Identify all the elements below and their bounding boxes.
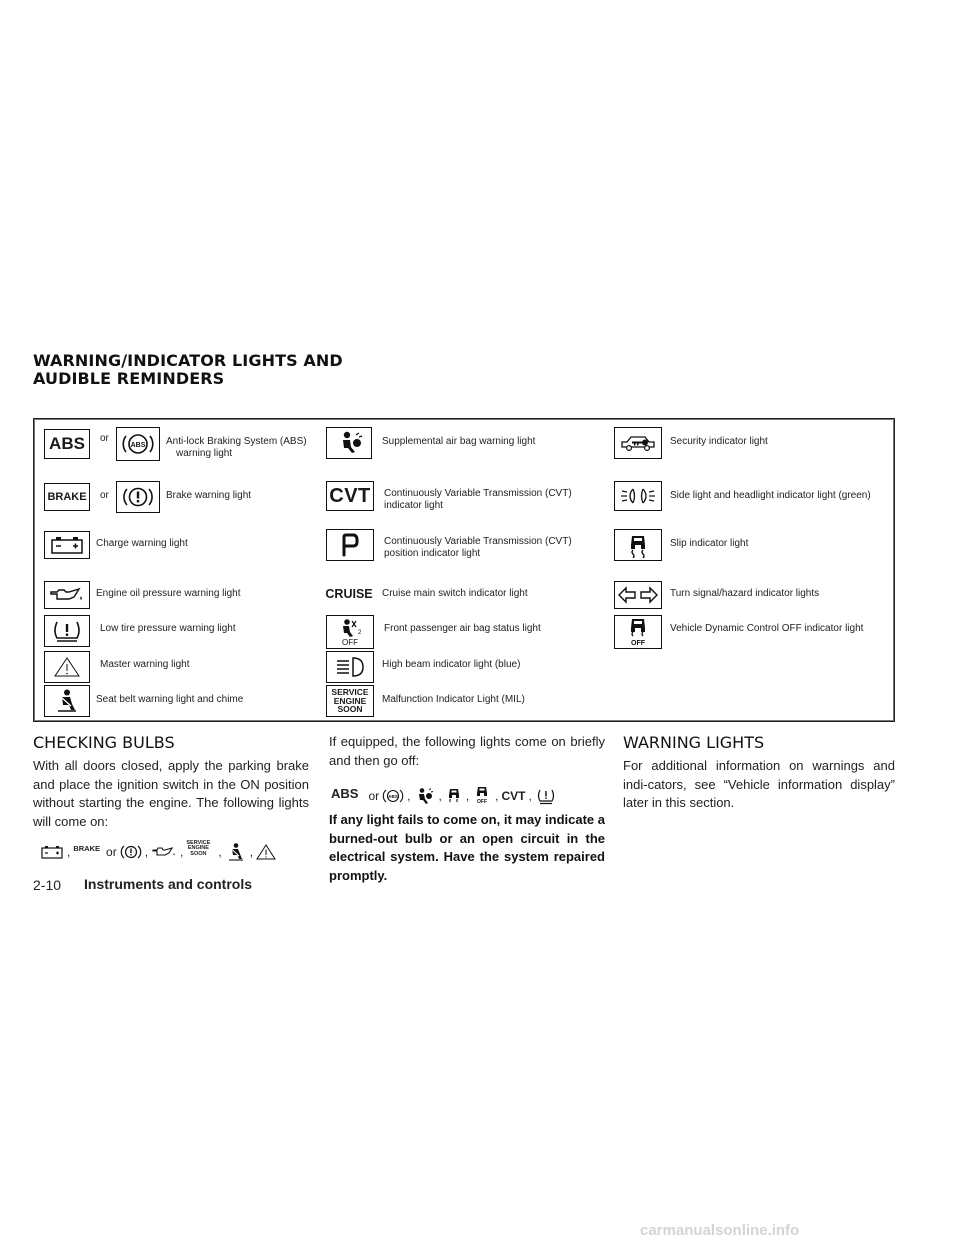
ses-text-3: SOON bbox=[190, 850, 207, 857]
page-number: 2-10 bbox=[33, 877, 62, 893]
airbag-icon bbox=[413, 787, 435, 805]
or-text: or bbox=[100, 490, 109, 501]
comma: , bbox=[465, 789, 470, 803]
oil-can-icon bbox=[151, 845, 177, 859]
airbag-label: Supplemental air bag warning light bbox=[382, 436, 536, 447]
indicator-lights-table bbox=[33, 418, 895, 722]
svg-text:ABS: ABS bbox=[130, 442, 146, 449]
master-warning-icon bbox=[256, 843, 276, 861]
svg-text:2: 2 bbox=[358, 630, 362, 636]
cvt-position-icon bbox=[326, 529, 374, 561]
master-warning-icon bbox=[44, 651, 90, 683]
abs-label-line2: warning light bbox=[176, 448, 233, 459]
side-light-label: Side light and headlight indicator light (green) bbox=[670, 490, 871, 501]
slip-icon bbox=[614, 529, 662, 561]
charge-label: Charge warning light bbox=[96, 538, 188, 549]
master-warning-label: Master warning light bbox=[100, 659, 190, 670]
high-beam-icon bbox=[326, 651, 374, 683]
cvt-icon bbox=[326, 481, 374, 511]
abs-circle-icon bbox=[382, 787, 404, 805]
seat-belt-icon bbox=[44, 685, 90, 717]
cvt-label-line1: Continuously Variable Transmission (CVT) bbox=[384, 488, 572, 499]
turn-signal-icon bbox=[614, 581, 662, 609]
vdc-off-icon bbox=[472, 786, 492, 806]
comma: , bbox=[218, 845, 222, 859]
cvt-text: CVT bbox=[501, 789, 526, 803]
checking-bulbs-icons bbox=[40, 839, 276, 862]
brake-label: Brake warning light bbox=[166, 490, 252, 501]
turn-signal-label: Turn signal/hazard indicator lights bbox=[670, 588, 820, 599]
ses-text-2: ENGINE bbox=[333, 695, 367, 706]
cvt-label-line2: indicator light bbox=[384, 500, 443, 511]
side-light-icon bbox=[614, 481, 662, 511]
slip-label: Slip indicator light bbox=[670, 538, 749, 549]
cruise-label: Cruise main switch indicator light bbox=[382, 588, 528, 599]
airbag-icon bbox=[326, 427, 372, 459]
ses-text-1: SERVICE bbox=[331, 687, 369, 698]
comma: , bbox=[144, 845, 149, 859]
tire-pressure-icon bbox=[44, 615, 90, 647]
cruise-icon bbox=[326, 582, 372, 606]
battery-icon bbox=[40, 844, 64, 860]
abs-label-line1: Anti-lock Braking System (ABS) bbox=[166, 436, 307, 447]
vdc-off-text: OFF bbox=[631, 640, 645, 647]
cruise-text: CRUISE bbox=[325, 587, 373, 601]
service-engine-soon-icon bbox=[326, 685, 374, 717]
checking-bulbs-body: With all doors closed, apply the parking brake and place the ignition switch in the ON position without starting the engine. The following lights will come on: bbox=[33, 758, 309, 829]
vdc-off-icon bbox=[614, 615, 662, 649]
passenger-airbag-label: Front passenger air bag status light bbox=[384, 623, 541, 634]
warning-lights-body: For additional information on warnings and indi-cators, see “Vehicle information display” later in this section. bbox=[623, 758, 895, 810]
svg-text:ABS: ABS bbox=[388, 794, 398, 799]
comma: , bbox=[438, 789, 442, 803]
abs-icon bbox=[44, 429, 90, 459]
watermark: carmanualsonline.info bbox=[640, 1222, 800, 1239]
brake-text: BRAKE bbox=[73, 843, 101, 853]
page-title-line2: AUDIBLE REMINDERS bbox=[33, 369, 225, 388]
passenger-airbag-off-icon bbox=[326, 615, 374, 649]
cvt-position-label-line1: Continuously Variable Transmission (CVT) bbox=[384, 536, 572, 547]
comma: , bbox=[528, 789, 532, 803]
mil-label: Malfunction Indicator Light (MIL) bbox=[382, 694, 525, 705]
comma: , bbox=[249, 845, 254, 859]
page-title-line1: WARNING/INDICATOR LIGHTS AND bbox=[33, 351, 343, 370]
equipped-warning: If any light fails to come on, it may indicate a burned-out bulb or an open circuit in the electrical system. Have the system repaired promptly. bbox=[329, 812, 605, 883]
abs-text: ABS bbox=[49, 434, 85, 453]
abs-text: ABS bbox=[331, 785, 359, 801]
cvt-label bbox=[384, 488, 572, 512]
cvt-text: CVT bbox=[329, 484, 371, 507]
tire-label: Low tire pressure warning light bbox=[100, 623, 236, 634]
security-car-key-icon bbox=[614, 427, 662, 459]
section-name: Instruments and controls bbox=[84, 876, 253, 892]
high-beam-label: High beam indicator light (blue) bbox=[382, 659, 521, 670]
passenger-off-text: OFF bbox=[342, 638, 358, 647]
brake-circle-icon bbox=[116, 481, 160, 513]
comma: , bbox=[67, 845, 71, 859]
page-title bbox=[33, 352, 343, 388]
ses-text-3: SOON bbox=[337, 704, 363, 715]
or-text: or bbox=[100, 433, 109, 444]
abs-circle-icon bbox=[116, 427, 160, 461]
or-text: or bbox=[106, 845, 117, 859]
seat-belt-icon bbox=[225, 842, 247, 862]
oil-can-icon bbox=[44, 581, 90, 609]
abs-label bbox=[166, 436, 307, 460]
slip-icon bbox=[445, 787, 463, 805]
ses-text-2: ENGINE bbox=[187, 845, 209, 852]
vdc-off-label: Vehicle Dynamic Control OFF indicator light bbox=[670, 623, 864, 634]
security-label: Security indicator light bbox=[670, 436, 768, 447]
brake-text: BRAKE bbox=[47, 491, 87, 503]
cvt-position-label bbox=[384, 536, 572, 560]
cvt-position-label-line2: position indicator light bbox=[384, 548, 481, 559]
tire-pressure-icon bbox=[535, 787, 557, 805]
comma: , bbox=[407, 789, 411, 803]
seat-belt-label: Seat belt warning light and chime bbox=[96, 694, 244, 705]
warning-lights-heading: WARNING LIGHTS bbox=[623, 733, 765, 752]
checking-bulbs-heading: CHECKING BULBS bbox=[33, 733, 175, 752]
comma: , bbox=[180, 845, 184, 859]
oil-label: Engine oil pressure warning light bbox=[96, 588, 241, 599]
brake-circle-icon bbox=[120, 843, 142, 861]
service-engine-soon-icon bbox=[186, 841, 210, 858]
vdc-off-text: OFF bbox=[477, 799, 488, 805]
ses-text-1: SERVICE bbox=[186, 839, 211, 846]
battery-icon bbox=[44, 531, 90, 559]
brake-icon bbox=[44, 483, 90, 511]
equipped-icons bbox=[331, 786, 557, 806]
comma: , bbox=[495, 789, 499, 803]
equipped-body: If equipped, the following lights come on briefly and then go off: bbox=[329, 734, 605, 768]
or-text: or bbox=[368, 789, 380, 803]
